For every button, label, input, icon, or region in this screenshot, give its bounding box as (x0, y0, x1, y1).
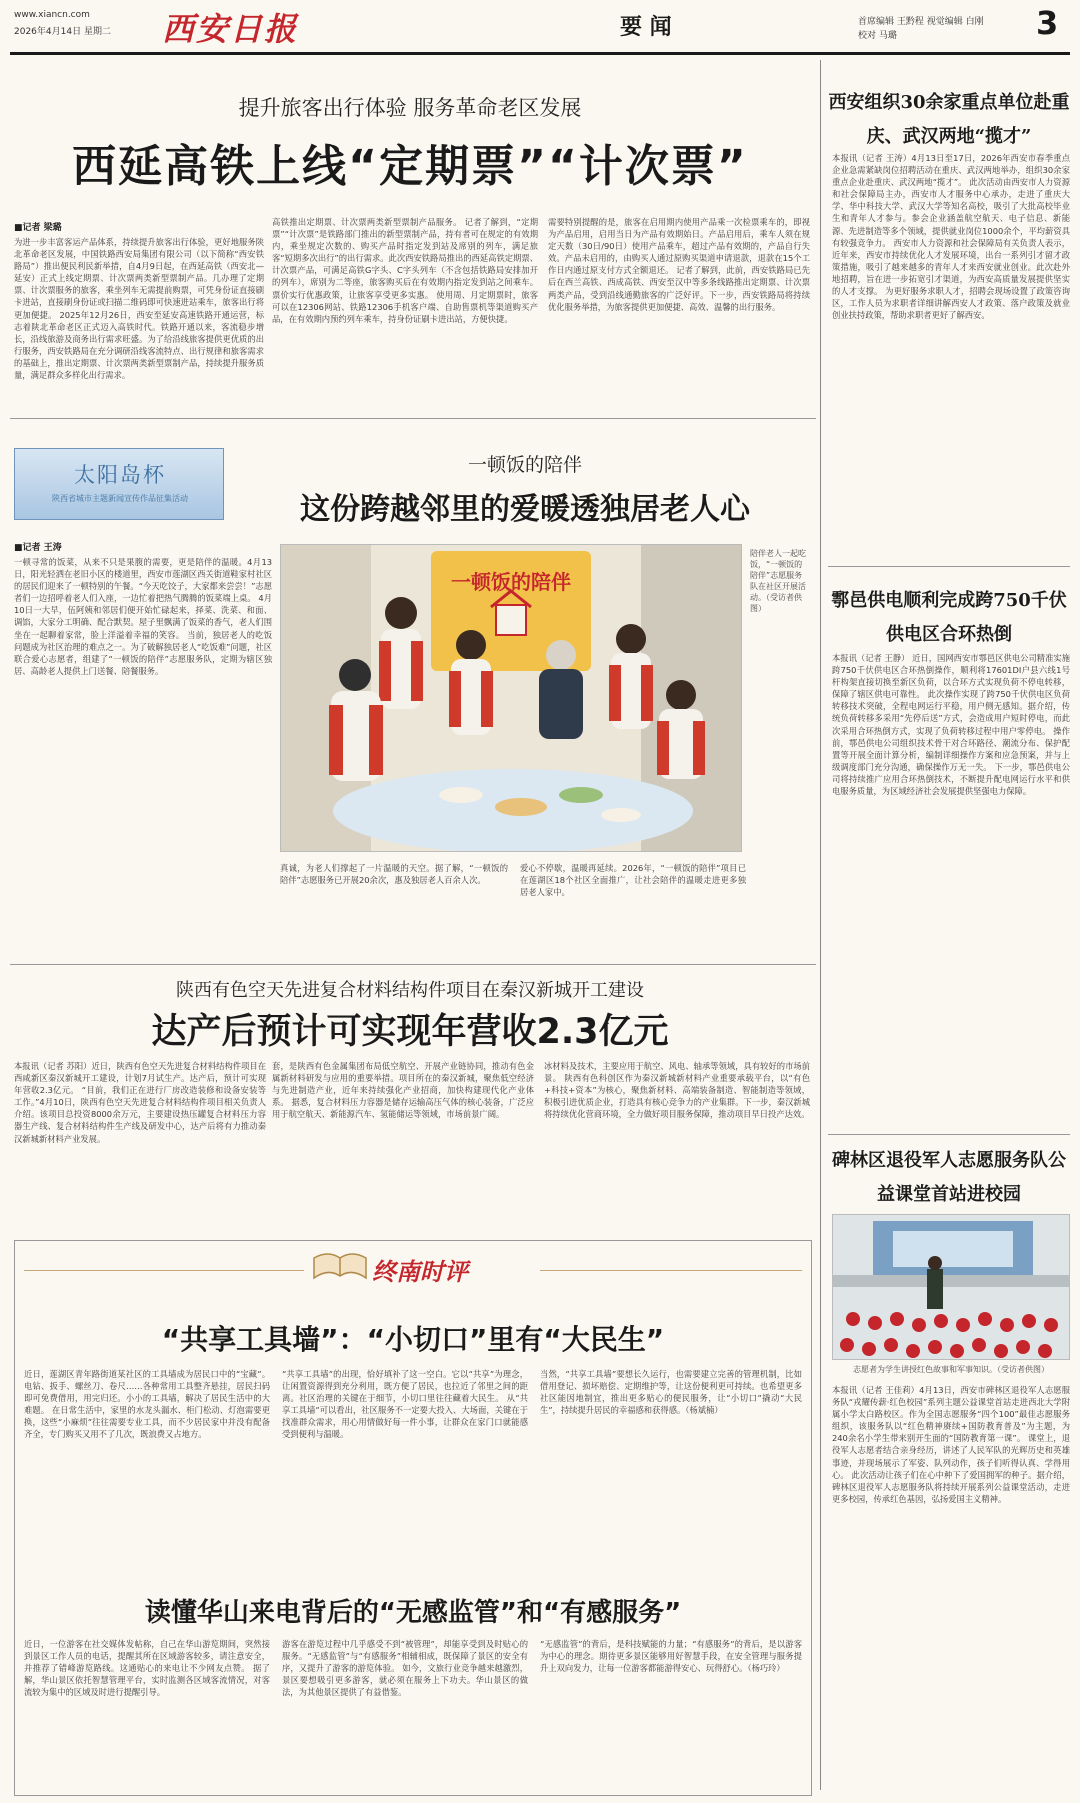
proof-credit: 校对 马璐 (858, 31, 897, 41)
feature-column-left: 真诚，为老人们撑起了一片温暖的天空。据了解，“一顿饭的陪伴”志愿服务已开展20余次，惠及独居老人百余人次。 (280, 863, 508, 886)
lead-byline: ■记者 梁璐 (14, 223, 62, 233)
opinion-1-column-1: 近日，莲湖区青年路街道某社区的工具墙成为居民口中的“宝藏”。电钻、扳手、螺丝刀、卷尺……各种常用工具整齐悬挂，居民扫码即可免费借用，用完归还。小小的工具墙，解决了居民生活中的大难题。 在日常生活中，家里的水龙头漏水、柜门松动、灯泡需要更换，这些“小麻烦”往往需要专业工具，而不少居民家中并没有配备齐全，专门购买又用不了几次，既浪费又占地方。 (24, 1369, 270, 1440)
section-label: 要 闻 (620, 15, 672, 40)
opinion-1-column-3: 当然，“共享工具墙”要想长久运行，也需要建立完善的管理机制，比如借用登记、损坏赔偿、定期维护等，让这份便利更可持续。也希望更多社区能因地制宜，推出更多贴心的便民服务，让“小切口”撬动“大民生”，持续提升居民的幸福感和获得感。（杨斌楠） (540, 1369, 802, 1416)
opinion-2-column-2: 游客在游览过程中几乎感受不到“被管理”，却能享受到及时贴心的服务。“无感监管”与“有感服务”相辅相成，既保障了景区的安全有序，又提升了游客的游览体验。 如今，文旅行业竞争越来越激烈，景区要想吸引更多游客，就必须在服务上下功夫。华山景区的做法，为其他景区提供了有益借鉴。 (282, 1639, 528, 1698)
sidebar-story-1-headline: 西安组织30余家重点单位赴重庆、武汉两地“揽才” (828, 92, 1070, 147)
lead-column-3: 需要特别提醒的是，旅客在启用期内使用产品乘一次检票乘车的，即视为产品启用，启用当日为产品有效期始日。产品启用后，乘车人须在规定天数（30日/90日）使用产品乘车，超过产品有效期的，产品自行失效。产品未启用的，由购买人通过原购买渠道申请退款，退款在15个工作日内通过原支付方式全额退还。 记者了解到，此前，西安铁路局已先后在西兰高铁、西成高铁、西安至汉中等多条线路推出定期票、计次票两类产品，受到沿线通勤旅客的广泛好评。下一步，西安铁路局将持续优化服务举措，为旅客提供更加便捷、高效、温馨的出行服务。 (548, 217, 810, 312)
industry-column-3: 冰材料及技术，主要应用于航空、风电、轴承等领域，具有较好的市场前景。 陕西有色科创区作为秦汉新城新材料产业重要承载平台，以“有色+科技+资本”为核心，聚焦新材料、高端装备制造、智能制造等领域，积极引进优质企业，打造具有核心竞争力的产业集群。下一步，秦汉新城将持续优化营商环境，全力做好项目服务保障，推动项目早日投产达效。 (544, 1061, 810, 1120)
feature-bottom-rule (10, 964, 816, 965)
opinion-2-column-1: 近日，一位游客在社交媒体发帖称，自己在华山游览期间，突然接到景区工作人员的电话，提醒其所在区域游客较多，请注意安全，并推荐了错峰游览路线。这通贴心的来电让不少网友点赞。 据了解，华山景区依托智慧管理平台，实时监测各区域客流情况，对客流较为集中的区域及时进行提醒引导。 (24, 1639, 270, 1698)
feature-body: 一顿寻常的饭菜，从来不只是果腹的需要，更是陪伴的温暖。4月13日，阳光轻洒在老旧小区的楼道里，西安市莲湖区西关街道鞋家村社区的居民们迎来了一顿特别的午餐。“今天吃饺子，大家都来尝尝！”志愿者们一边招呼着老人们入座，一边忙着把热气腾腾的饭菜端上桌。 4月10日一大早，伍阿姨和邻居们便开始忙碌起来，择菜、洗菜、和面、调馅，大家分工明确、配合默契。屋子里飘满了饭菜的香气，老人们围坐在一起聊着家常，脸上洋溢着幸福的笑容。 当前，独居老人的吃饭问题成为社区治理的难点之一。为了破解独居老人“吃饭难”问题，社区联合爱心志愿者，组建了“一顿饭的陪伴”志愿服务队，定期为辖区独居、高龄老人提供上门送餐、陪餐服务。 (14, 557, 272, 676)
feature-photo (280, 544, 742, 852)
sidebar-story-3-photo (832, 1214, 1070, 1360)
contest-badge-title: 太阳岛杯 (74, 463, 166, 487)
feature-column-right: 爱心不停歇，温暖再延续。2026年，“一顿饭的陪伴”项目已在莲湖区18个社区全面推广，让社会陪伴的温暖走进更多独居老人家中。 (520, 863, 746, 898)
feature-byline: ■记者 王涛 (14, 543, 62, 553)
sidebar-story-1-body: 本报讯（记者 王涛）4月13日至17日，2026年西安市春季重点企业急需紧缺岗位招聘活动在重庆、武汉两地举办，组织30余家重点企业赴重庆、武汉两地“揽才”。 此次活动由西安市人力资源和社会保障局主办，西安市人才服务中心承办，走进了重庆大学、华中科技大学、武汉大学等知名高校，吸引了大批高校毕业生和青年人才参与。参会企业涵盖航空航天、电子信息、新能源、先进制造等多个领域，提供就业岗位1000余个，平均薪资具有较强竞争力。 西安市人力资源和社会保障局有关负责人表示，近年来，西安市持续优化人才发展环境，出台一系列引才留才政策措施，吸引了越来越多的青年人才来西安就业创业。此次赴外地招聘，旨在进一步拓宽引才渠道，为西安高质量发展提供坚实的人才支撑。 为更好服务求职人才，招聘会现场设置了政策咨询区，工作人员为求职者详细讲解西安人才政策、落户政策及就业创业扶持政策，帮助求职者更好了解西安。 (832, 153, 1070, 321)
masthead (0, 0, 1080, 52)
volunteers-with-elders-photo (281, 545, 742, 852)
feature-headline: 这份跨越邻里的爱暖透独居老人心 (300, 492, 750, 527)
sidebar-story-2-body: 本报讯（记者 王静） 近日，国网西安市鄠邑区供电公司精准实施跨750千伏供电区合环热倒操作，顺利将17601DI户县六线1号杆构架直接切换至新区负荷，以合环方式实现负荷不停电转移，保障了辖区供电可靠性。 此次操作实现了跨750千伏供电区负荷转移技术突破，全程电网运行平稳，用户侧无感知。据介绍，传统负荷转移多采用“先停后送”方式，会造成用户短时停电，而此次采用合环热倒方式，实现了负荷转移过程中用户零停电。 操作前，鄠邑供电公司组织技术骨干对合环路径、潮流分布、保护配置等开展全面计算分析，编制详细操作方案和应急预案，并与上级调度部门充分沟通，确保操作万无一失。 下一步，鄠邑供电公司将持续推广应用合环热倒技术，不断提升配电网运行水平和供电服务质量，为区域经济社会发展提供坚强电力保障。 (832, 653, 1070, 797)
right-column-divider (820, 60, 821, 1790)
open-book-icon (310, 1248, 370, 1288)
lead-bottom-rule (10, 418, 816, 419)
opinion-column-name: 终南时评 (372, 1257, 468, 1286)
sidebar-story-3-photo-caption: 志愿者为学生讲授红色故事和军事知识。（受访者供图） (853, 1365, 1049, 1374)
industry-subhead: 陕西有色空天先进复合材料结构件项目在秦汉新城开工建设 (176, 980, 644, 1001)
lead-column-2: 高铁推出定期票、计次票两类新型票制产品服务。 记者了解到，“定期票”“计次票”是铁路部门推出的新型票制产品，持有者可在规定的有效期内，乘坐规定次数的、购买产品时指定发到站及席别的列车，满足旅客“短期多次出行”的出行需求。此次西安铁路局推出的西延高铁定期票、计次票产品，可满足高铁G字头、C字头列车（不含包括铁路局安排加开的列车），席别为二等座，旅客购买后在有效期内指定发到站之间乘车。票价实行优惠政策，让旅客享受更多实惠。 使用周、月定期票时，旅客可以在12306网站、铁路12306手机客户端、自助售票机等渠道购买产品，在有效期内预约列车乘车，持身份证刷卡进出站，方便快捷。 (272, 217, 538, 324)
newspaper-logo: 西安日报 (162, 10, 299, 48)
opinion-headline-1: “共享工具墙”：“小切口”里有“大民生” (161, 1323, 665, 1356)
lead-headline: 西延高铁上线“定期票”“计次票” (72, 141, 748, 192)
contest-badge (14, 448, 224, 520)
opinion-2-column-3: “无感监管”的背后，是科技赋能的力量；“有感服务”的背后，是以游客为中心的理念。期待更多景区能够用好智慧手段，在安全管理与服务提升上双向发力，让每一位游客都能游得安心、玩得舒心。（杨巧玲） (540, 1639, 802, 1674)
contest-badge-subtitle: 陕西省城市主题新闻宣传作品征集活动 (52, 494, 188, 503)
sidebar-rule-2 (828, 1134, 1070, 1135)
photo-banner-text: 一顿饭的陪伴 (451, 570, 571, 594)
page-number: 3 (1036, 4, 1059, 42)
opinion-column-banner (310, 1248, 530, 1288)
classroom-lecture-photo (833, 1215, 1070, 1360)
lead-column-1: 为进一步丰富客运产品体系，持续提升旅客出行体验，更好地服务陕北革命老区发展，中国铁路西安局集团有限公司（以下简称“西安铁路局”）推出便民利民新举措，自4月9日起，在西延高铁（西安北—延安）正式上线定期票、计次票两类新型票制产品。几办理了定期票、计次票服务的旅客，乘坐列车无需提前购票，可凭身份证直接刷卡进站，直接刷身份证或扫描二维码即可快速进站乘车，旅客出行将更加便捷。 2025年12月26日，西安至延安高速铁路开通运营，标志着陕北革命老区正式迈入高铁时代。铁路开通以来，客流稳步增长，沿线旅游及商务出行需求旺盛。为了给沿线旅客提供更优质的出行服务，西安铁路局在充分调研沿线客流特点、出行规律和旅客需求的基础上，推出定期票、计次票两类新型票制产品，持续提升服务质量，满足群众多样化出行需求。 (14, 237, 264, 381)
opinion-banner-rule-left (24, 1270, 304, 1271)
issue-date: 2026年4月14日 星期二 (14, 27, 111, 37)
industry-column-1: 本报讯（记者 苏阳）近日，陕西有色空天先进复合材料结构件项目在西咸新区秦汉新城开工建设，计划7月试生产。达产后，预计可实现年营收2.3亿元。 “目前，我们正在进行厂房改造装修和设备安装等工作。”4月10日，陕西有色空天先进复合材料结构件项目相关负责人介绍。该项目总投资8000余万元，主要建设热压罐复合材料压力容器生产线、复合材料结构件生产线及研发中心，达产后将有力推动秦汉新城新材料产业发展。 (14, 1061, 266, 1144)
feature-photo-caption: 陪伴老人一起吃饭，“一顿饭的陪伴”志愿服务队在社区开展活动。（受访者供图） (750, 549, 806, 613)
website-url[interactable]: www.xiancn.com (14, 10, 90, 20)
sidebar-story-2-headline: 鄠邑供电顺利完成跨750千伏供电区合环热倒 (831, 590, 1067, 645)
opinion-1-column-2: “共享工具墙”的出现，恰好填补了这一空白。它以“共享”为理念，让闲置资源得到充分利用，既方便了居民，也拉近了邻里之间的距离。社区治理的关键在于细节，小切口里往往藏着大民生。 从“共享工具墙”可以看出，社区服务不一定要大投入、大场面，关键在于找准群众需求，用心用情做好每一件小事，让群众在家门口就能感受到便利与温暖。 (282, 1369, 528, 1440)
industry-column-2: 套，是陕西有色金属集团布局低空航空、开展产业链协同，推动有色金属新材料研发与应用的重要举措。项目所在的秦汉新城，聚焦低空经济与先进制造产业，近年来持续强化产业招商，加快构建现代化产业体系。 据悉，复合材料压力容器是储存运输高压气体的核心装备，广泛应用于航空航天、新能源汽车、氢能储运等领域，市场前景广阔。 (272, 1061, 534, 1120)
opinion-headline-2: 读懂华山来电背后的“无感监管”和“有感服务” (144, 1598, 682, 1628)
sidebar-story-3-body: 本报讯（记者 王佳莉）4月13日，西安市碑林区退役军人志愿服务队“戎耀传薪·红色校园”系列主题公益课堂首站走进西北大学附属小学太白路校区。作为全国志愿服务“四个100”最佳志愿服务组织，该服务队以“红色精神赓续+国防教育普及”为主题，为240余名小学生带来别开生面的“国防教育第一课”。 课堂上，退役军人志愿者结合亲身经历，讲述了人民军队的光辉历史和英雄事迹，并现场展示了军姿、队列动作，孩子们听得认真、学得用心。 此次活动让孩子们在心中种下了爱国拥军的种子。据介绍，碑林区退役军人志愿服务队将持续开展系列公益课堂活动，走进更多校园，传承红色基因，弘扬爱国主义精神。 (832, 1385, 1070, 1504)
sidebar-story-3-headline: 碑林区退役军人志愿服务队公益课堂首站进校园 (832, 1150, 1066, 1205)
lead-subhead: 提升旅客出行体验 服务革命老区发展 (238, 96, 582, 120)
editor-credit: 首席编辑 王黔程 视觉编辑 白刚 (858, 17, 984, 27)
masthead-rule (10, 52, 1070, 55)
industry-headline: 达产后预计可实现年营收2.3亿元 (151, 1012, 669, 1052)
feature-kicker: 一顿饭的陪伴 (467, 454, 582, 476)
opinion-banner-rule-right (540, 1270, 802, 1271)
sidebar-rule-1 (828, 566, 1070, 567)
